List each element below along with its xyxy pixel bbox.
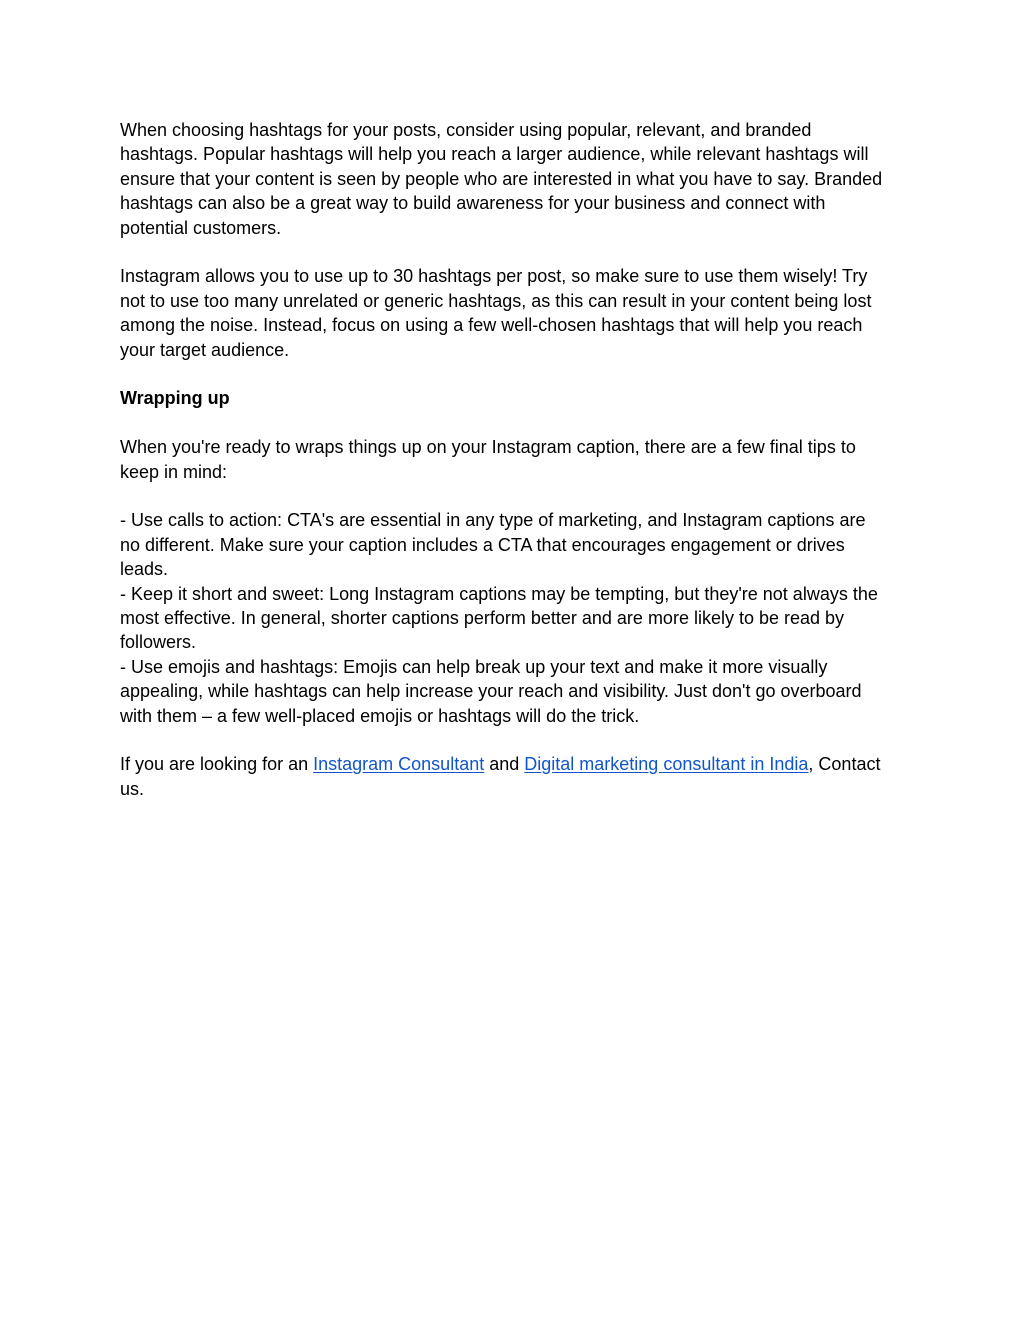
text-line: When choosing hashtags for your posts, consider using popular, relevant, and branded <box>120 120 812 140</box>
paragraph-spacer <box>120 362 910 386</box>
text-line: not to use too many unrelated or generic hashtags, as this can result in your content being lost <box>120 290 872 311</box>
tip-line: followers. <box>120 632 197 653</box>
text-line: Instagram allows you to use up to 30 hashtags per post, so make sure to use them wisely! Try <box>120 266 868 287</box>
contact-prefix-text: If you are looking for an <box>120 754 314 775</box>
paragraph-hashtag-limit <box>120 264 910 362</box>
text-line: potential customers. <box>120 217 282 238</box>
instagram-consultant-link[interactable]: Instagram Consultant <box>313 754 485 775</box>
tip-line: with them – a few well-placed emojis or hashtags will do the trick. <box>120 705 640 726</box>
paragraph-spacer <box>120 484 910 508</box>
document-page <box>120 118 910 801</box>
paragraph-spacer <box>120 411 910 435</box>
digital-marketing-consultant-link[interactable]: Digital marketing consultant in India <box>524 754 809 775</box>
text-line: hashtags. Popular hashtags will help you reach a larger audience, while relevant hashtags will <box>120 144 869 165</box>
text-line: hashtags can also be a great way to build awareness for your business and connect with <box>120 193 826 214</box>
contact-suffix-text: , Contact <box>808 754 881 775</box>
text-line: among the noise. Instead, focus on using a few well-chosen hashtags that will help you reach <box>120 315 863 336</box>
paragraph-contact <box>120 752 910 801</box>
contact-middle-text: and <box>484 754 525 775</box>
section-heading: Wrapping up <box>120 388 230 409</box>
text-line: When you're ready to wraps things up on your Instagram caption, there are a few final tips to <box>120 437 856 458</box>
paragraph-hashtag-choice <box>120 118 910 240</box>
paragraph-spacer <box>120 728 910 752</box>
tip-line: appealing, while hashtags can help increase your reach and visibility. Just don't go overboard <box>120 681 862 702</box>
tip-line: most effective. In general, shorter captions perform better and are more likely to be read by <box>120 608 845 629</box>
text-line: keep in mind: <box>120 461 228 482</box>
tip-line: - Keep it short and sweet: Long Instagram captions may be tempting, but they're not always the <box>120 583 878 604</box>
text-line: ensure that your content is seen by people who are interested in what you have to say. Branded <box>120 168 883 189</box>
contact-line-end: us. <box>120 778 145 799</box>
paragraph-spacer <box>120 240 910 264</box>
tip-line: leads. <box>120 559 169 580</box>
text-line: your target audience. <box>120 339 290 360</box>
paragraph-final-tips-intro <box>120 435 910 484</box>
contact-line <box>120 752 910 776</box>
tip-line: - Use calls to action: CTA's are essential in any type of marketing, and Instagram captions are <box>120 510 866 531</box>
tip-line: - Use emojis and hashtags: Emojis can help break up your text and make it more visually <box>120 656 828 677</box>
tips-list <box>120 508 910 728</box>
tip-line: no different. Make sure your caption includes a CTA that encourages engagement or drives <box>120 534 845 555</box>
